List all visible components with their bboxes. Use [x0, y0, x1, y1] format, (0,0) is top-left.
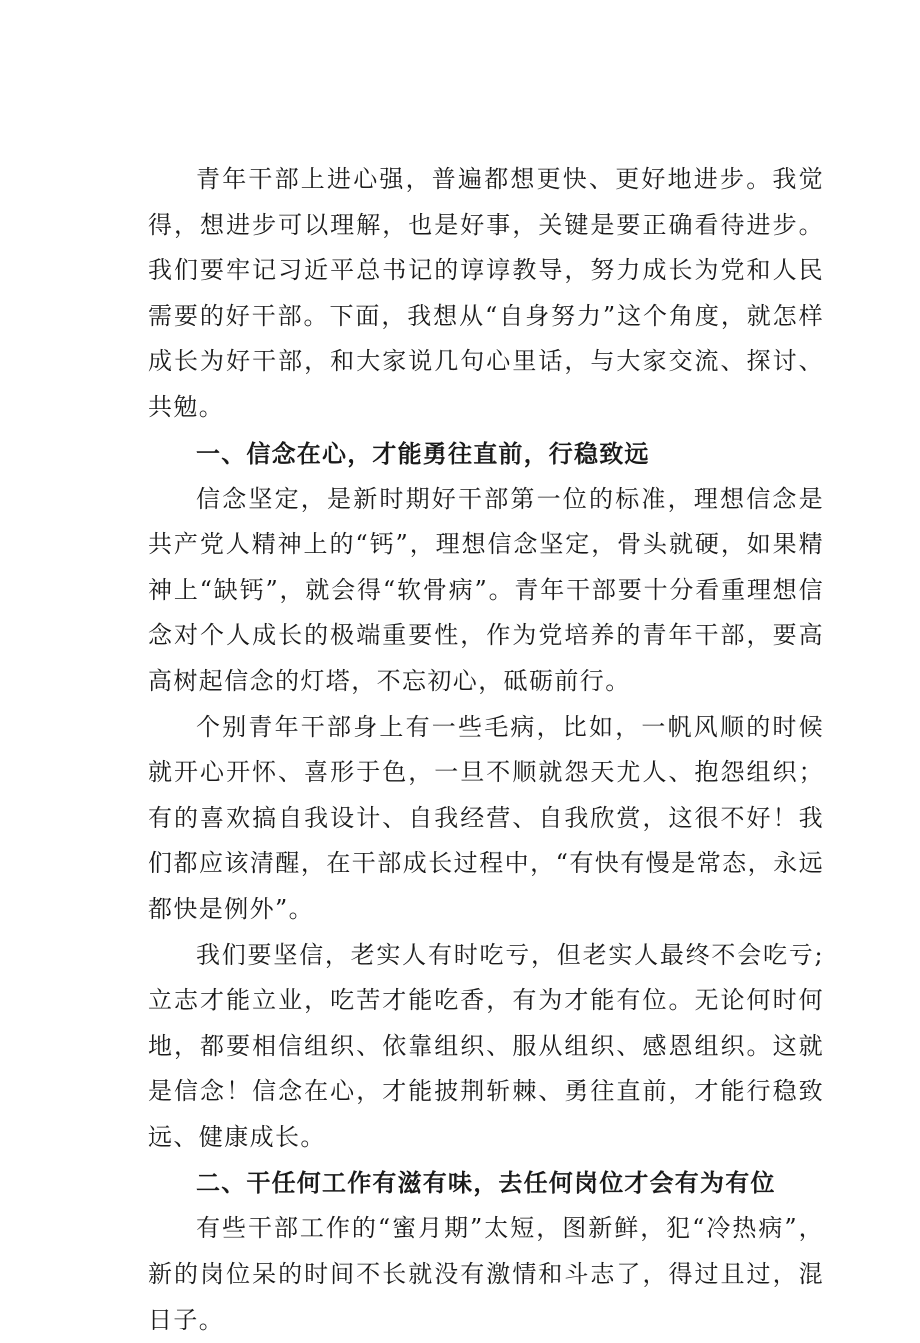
- paragraph-intro: 青年干部上进心强，普遍都想更快、更好地进步。我觉得，想进步可以理解，也是好事，关键是要正确看待进步。我们要牢记习近平总书记的谆谆教导，努力成长为党和人民需要的好干部。下面，我想从“自身努力”这个角度，就怎样成长为好干部，和大家说几句心里话，与大家交流、探讨、共勉。: [148, 165, 824, 421]
- paragraph-faith-standard: 信念坚定，是新时期好干部第一位的标准，理想信念是共产党人精神上的“钙”，理想信念坚定，骨头就硬，如果精神上“缺钙”，就会得“软骨病”。青年干部要十分看重理想信念对个人成长的极端重要性，作为党培养的青年干部，要高高树起信念的灯塔，不忘初心，砥砺前行。: [148, 484, 824, 695]
- paragraph-honeymoon: 有些干部工作的“蜜月期”太短，图新鲜，犯“冷热病”，新的岗位呆的时间不长就没有激情和斗志了，得过且过，混日子。: [148, 1214, 824, 1334]
- paragraph-faults: 个别青年干部身上有一些毛病，比如，一帆风顺的时候就开心开怀、喜形于色，一旦不顺就怨天尤人、抱怨组织；有的喜欢搞自我设计、自我经营、自我欣赏，这很不好！我们都应该清醒，在干部成长过程中，“有快有慢是常态，永远都快是例外”。: [148, 712, 824, 923]
- section-heading-2: 二、干任何工作有滋有味，去任何岗位才会有为有位: [196, 1169, 776, 1198]
- section-heading-1: 一、信念在心，才能勇往直前，行稳致远: [196, 439, 650, 468]
- paragraph-believe: 我们要坚信，老实人有时吃亏，但老实人最终不会吃亏;立志才能立业，吃苦才能吃香，有为才能有位。无论何时何地，都要相信组织、依靠组织、服从组织、感恩组织。这就是信念！信念在心，才能披荆斩棘、勇往直前，才能行稳致远、健康成长。: [148, 940, 824, 1151]
- document-body: [148, 157, 824, 1343]
